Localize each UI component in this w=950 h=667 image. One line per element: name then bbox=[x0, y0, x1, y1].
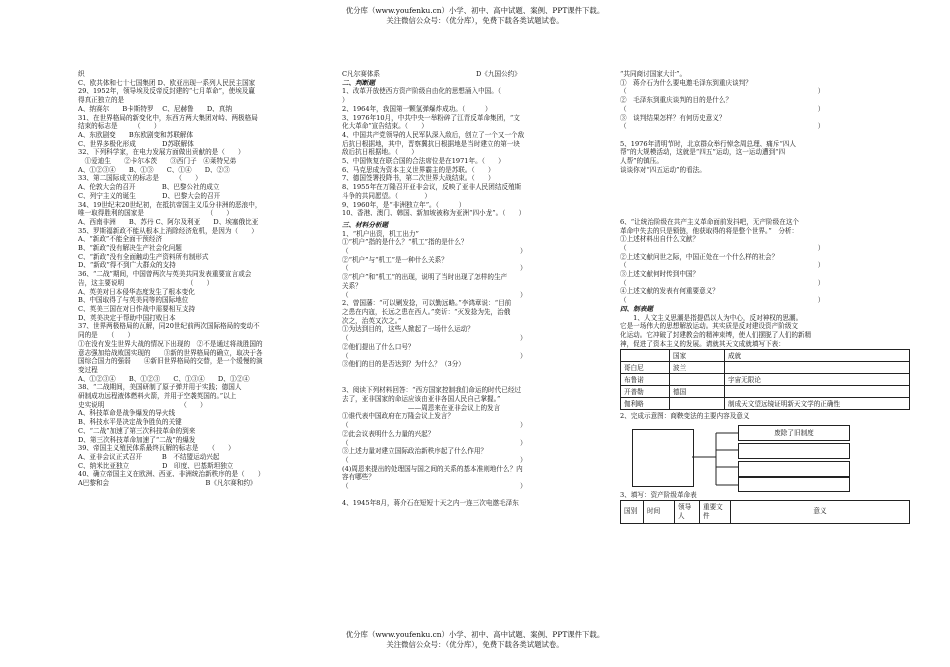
question-line: ② 毛泽东到重庆谈判的目的是什么？ bbox=[620, 96, 733, 105]
table-row: 布鲁诺 宇宙无限论 bbox=[621, 374, 910, 386]
material-line: （ ） bbox=[342, 247, 527, 256]
material-line: 之患在内寇，长远之患在西人。”奕䜣：“灭发捻为先，治俄 bbox=[342, 307, 511, 316]
column-2 bbox=[342, 70, 610, 508]
q40-options-cont bbox=[342, 70, 610, 79]
question-line: A、东欧剧变 B东欧剧变和苏联解体 bbox=[78, 130, 194, 139]
q40-options bbox=[78, 479, 333, 488]
question-line: 34、19世纪末20世纪初，在抵抗帝国主义瓜分非洲的恶浪中， bbox=[78, 200, 262, 209]
question-line: 39、帝国主义殖民体系最终瓦解的标志是 （ ） bbox=[78, 444, 235, 453]
q40-option-a: A巴黎和会 bbox=[78, 479, 110, 488]
question-line: C、欧共体和七十七国集团 D、欧亚出现一系列人民民主国家 bbox=[78, 78, 256, 87]
question-line bbox=[620, 200, 920, 209]
diagram-box-blank bbox=[738, 461, 850, 477]
header-line-1: 优分库（www.youfenku.cn）小学、初中、高中试题、案例、PPT课件下载。 bbox=[345, 6, 605, 15]
judge-line: 后抗日根据地，其中，晋察冀抗日根据地是当时建立的第一块 bbox=[342, 139, 521, 148]
question-line: A、科技革命是战争爆发的导火线 bbox=[78, 409, 176, 418]
question-line: B、科技水平是决定战争胜负的关键 bbox=[78, 418, 182, 427]
intro-line: 它是一场伟大的思想解放运动。其实质是反对建设资产阶级文 bbox=[620, 322, 799, 331]
judge-line: 敌后抗日根据地。（ ） bbox=[342, 148, 418, 157]
question-line bbox=[620, 174, 920, 183]
question-line: ①上述材料出自什么文献？ bbox=[620, 235, 700, 244]
astronomy-table bbox=[620, 349, 910, 410]
question-line: 33、第二国际成立的标志是 （ ） bbox=[78, 174, 202, 183]
question-line: ③上述文献何时传到中国？ bbox=[620, 270, 700, 279]
table-header-row: 国别 时间 领导人 重要文件 意义 bbox=[621, 500, 910, 523]
column-3 bbox=[620, 70, 920, 524]
judge-line: 1、改革开放使西方资产阶级自由化的思想涌入中国。（ bbox=[342, 87, 502, 96]
material-line bbox=[342, 369, 610, 378]
material-line: 4、1945年8月，蒋介石在短短十天之内一连三次电邀毛泽东 bbox=[342, 499, 519, 508]
judge-line: ） bbox=[342, 96, 349, 105]
question-line: ④上述文献的发表有何重要意义？ bbox=[620, 287, 719, 296]
material-line: （ ） bbox=[342, 351, 527, 360]
question-line: 帮”的大规模活动，这就是“四五”运动，这一运动遭到“四 bbox=[620, 148, 786, 157]
judge-line: 2、1964年，我国第一颗氢弹爆炸成功。（ ） bbox=[342, 104, 492, 113]
question-line: “共同商讨国家大计”。 bbox=[620, 70, 687, 78]
table-header-cell: 国家 bbox=[670, 350, 725, 362]
material-line: 3、阅读下列材料回答：“西方国家控制我们命运的时代已经过 bbox=[342, 386, 522, 395]
question-line: C、纳米比亚独立 D 印度、巴基斯坦独立 bbox=[78, 461, 234, 470]
question-line: 革命中失去的只是锁链，他获取得的将是整个世界。” 分析： bbox=[620, 226, 799, 235]
question-line: A、①②③④ B、①③ C、①④ D、②③ bbox=[78, 165, 230, 174]
judge-line: 7、德国签署投降书，第二次世界大战结束。（ ） bbox=[342, 174, 495, 183]
question-line: 得真正独立的是 bbox=[78, 96, 125, 105]
material-line: 2、曾国藩：“可以剿发捻，可以勤远略。”李鸿章说：“目前 bbox=[342, 299, 512, 308]
header-line-2: 关注微信公众号：（优分库），免费下载各类试题试卷。 bbox=[386, 15, 564, 25]
q40-option-c: C凡尔赛体系 bbox=[342, 70, 381, 78]
material-line: ②他们提出了什么口号？ bbox=[342, 342, 415, 351]
diagram-box-abolish: 废除了旧制度 bbox=[738, 425, 850, 441]
question-line: 史实说明 （ ） bbox=[78, 400, 207, 409]
question-line: C、英美三国在对日作战中需要相互支持 bbox=[78, 304, 196, 313]
question-line: 同的是 （ ） bbox=[78, 331, 135, 340]
question-line: B、中国取得了与英美同等的国际地位 bbox=[78, 296, 189, 305]
intro-line: 神，促进了资本主义的发展。请就其天文成就填写下表： bbox=[620, 339, 785, 348]
question-line: （ ） bbox=[620, 243, 825, 252]
judge-line: 9、1960年，是“非洲独立年”。（ ） bbox=[342, 200, 466, 209]
material-line: ③上述力量对建立国际政治新秩序起了什么作用？ bbox=[342, 447, 488, 456]
material-line: ①为达到目的，这些人掀起了一场什么运动？ bbox=[342, 325, 474, 334]
question-line: 5、1976年清明节时，北京群众举行悼念周总理、痛斥“四人 bbox=[620, 139, 797, 148]
material-line: ②此会议表明什么力量的兴起？ bbox=[342, 429, 435, 438]
question-line: 31、在世界格局的新变化中，东西方两大集团对峙、两极格局 bbox=[78, 113, 258, 122]
q40-option-d: D《九国公约》 bbox=[476, 70, 521, 78]
material-line: ①“机户”指的是什么？“机工”指的是什么？ bbox=[342, 238, 468, 247]
question-line: ③ 谈判结果怎样？有何历史意义？ bbox=[620, 113, 726, 122]
judge-line: 4、中国共产党领导的人民军队深入敌后，创立了一个又一个敌 bbox=[342, 130, 525, 139]
question-line: ①爱迪生 ②卡尔本茨 ③西门子 ④莱特兄弟 bbox=[78, 157, 237, 166]
diagram-box-blank bbox=[738, 477, 850, 492]
footer-line-1: 优分库（www.youfenku.cn）小学、初中、高中试题、案例、PPT课件下载。 bbox=[345, 630, 605, 639]
judge-line: 斗争的共同愿望。（ ） bbox=[342, 191, 432, 200]
judge-line: 10、香港、澳门、韩国、新加坡被称为亚洲“四小龙”。（ ） bbox=[342, 209, 526, 218]
material-line: （ ） bbox=[342, 438, 527, 447]
material-line: （ ） bbox=[342, 264, 527, 273]
revolution-table bbox=[620, 500, 910, 524]
q40-option-b: B《凡尔赛和约》 bbox=[205, 479, 257, 488]
question-line: ①在没有发生世界大战的情况下出现的 ②不是通过将战胜国的 bbox=[78, 339, 263, 348]
table2-title: 3、填写：资产阶级革命表 bbox=[620, 491, 697, 500]
material-line: (4)周恩来提出的处理国与国之间的关系的基本准则地什么？内 bbox=[342, 464, 523, 473]
section-judge-heading: 二、判断题 bbox=[342, 78, 375, 87]
intro-line: 化运动。它冲破了封建教会的精神束缚，使人们摆脱了人们的新精 bbox=[620, 331, 812, 339]
material-line: （ ） bbox=[342, 334, 527, 343]
question-line: 人帮”的镇压。 bbox=[620, 157, 663, 166]
question-line: ②上述文献问世之际，中国正处在一个什么样的社会？ bbox=[620, 252, 779, 261]
judge-line: 8、1955年在万隆召开亚非会议，反映了亚非人民团结反殖斯 bbox=[342, 183, 522, 192]
page-header bbox=[0, 6, 950, 26]
question-line bbox=[620, 209, 920, 218]
question-line: 40、确立帝国主义在欧洲、西亚、非洲统治新秩序的是（ ） bbox=[78, 470, 265, 479]
question-line: 6、“让统治阶级在共产主义革命面前发抖吧，无产阶级在这个 bbox=[620, 217, 800, 226]
question-line: （ ） bbox=[620, 87, 825, 96]
shang-yang-diagram bbox=[620, 423, 920, 491]
diagram-title: 2、完成示意图：商鞅变法的主要内容及意义 bbox=[620, 412, 750, 421]
question-line: A、①②③④ B、①②③ C、①③④ D、①②④ bbox=[78, 374, 250, 383]
question-line: （ ） bbox=[620, 296, 825, 305]
question-line: ① 蒋介石为什么要电邀毛泽东到重庆谈判？ bbox=[620, 78, 752, 87]
section-table-heading: 四、制表题 bbox=[620, 304, 653, 313]
material-line: （ ） bbox=[342, 482, 527, 491]
question-line: 谈谈你对“四五运动”的看法。 bbox=[620, 165, 706, 174]
question-line: D、英美决定于帮助中国打败日本 bbox=[78, 313, 176, 322]
judge-line: 化大革命”宣告结束。（ ） bbox=[342, 122, 428, 131]
question-line: 告，这主要说明 （ ） bbox=[78, 278, 214, 287]
question-line: （ ） bbox=[620, 104, 825, 113]
question-line: 国综合国力的强弱 ④新旧世界格局的交替，是一个缓慢的演 bbox=[78, 357, 263, 366]
material-line: （ ） bbox=[342, 455, 527, 464]
question-line: A、伦敦大会的召开 B、巴黎公社的成立 bbox=[78, 183, 220, 192]
material-line: （ ） bbox=[342, 290, 527, 299]
question-line: 37、世界两极格局的瓦解，同20世纪前两次国际格局的变动不 bbox=[78, 322, 260, 331]
material-line: ——周恩来在亚非会议上的发言 bbox=[342, 403, 501, 412]
question-line: C、世界多极化形成 D苏联解体 bbox=[78, 139, 194, 148]
page-footer bbox=[0, 630, 950, 650]
question-line: D、第三次科技革命加速了“二战”的爆发 bbox=[78, 435, 196, 444]
question-line: 36、“二战”期间，中国曾两次与英美共同发表重要宣言或会 bbox=[78, 270, 252, 279]
material-line: 次之，治英又次之。” bbox=[342, 316, 402, 325]
table-row: 伽利略 制成天文望远镜证明新天文学的正确性 bbox=[621, 398, 910, 410]
judge-line: 3、1976年10月，中共中央一举粉碎了江青反革命集团，“文 bbox=[342, 113, 520, 122]
question-line: 结束的标志是 （ ） bbox=[78, 122, 161, 131]
table-row: 开普勒 德国 bbox=[621, 386, 910, 398]
question-line: 织 bbox=[78, 70, 85, 78]
material-line: 去了，亚非国家的命运应该由亚非各国人民自己掌握。” bbox=[342, 394, 501, 403]
question-line: A、纳赛尔 B卡斯特罗 C、尼赫鲁 D、真纳 bbox=[78, 104, 232, 113]
question-line: C、列宁主义的诞生 D、巴黎大会的召开 bbox=[78, 191, 221, 200]
section-material-heading: 三、材料分析题 bbox=[342, 220, 389, 229]
material-line: （ ） bbox=[342, 421, 527, 430]
material-line bbox=[342, 378, 610, 387]
table-row: 哥白尼 波兰 bbox=[621, 362, 910, 374]
question-line: （ ） bbox=[620, 122, 825, 131]
question-line: 研制成功远程液体燃料火箭，并用于空袭英国的。”以上 bbox=[78, 392, 237, 401]
question-line: 意志强加给战败国实现的 ③新的世界格局的确立，取决于各 bbox=[78, 348, 263, 357]
question-line: A、亚非会议正式召开 B 不结盟运动兴起 bbox=[78, 452, 220, 461]
material-line bbox=[342, 491, 610, 500]
question-line: 38、“二战期间，美国研制了原子弹并用于实践；德国人 bbox=[78, 383, 242, 392]
judge-line: 5、中国恢复在联合国的合法席位是在1971年。（ ） bbox=[342, 157, 505, 166]
material-line: ②“机户”与“机工”是一种什么关系？ bbox=[342, 255, 448, 264]
question-line: 变过程 bbox=[78, 365, 98, 374]
material-line: ③他们的目的是否达到？为什么？（3分） bbox=[342, 360, 465, 369]
question-line bbox=[620, 131, 920, 140]
question-line: B、“新政”没有解决生产社会化问题 bbox=[78, 244, 182, 253]
question-line: （ ） bbox=[620, 278, 825, 287]
question-line: C、“二战”加速了第三次科技革命的到来 bbox=[78, 426, 196, 435]
question-line: C、“新政”没有全面触动生产资料所有制形式 bbox=[78, 252, 209, 261]
question-line bbox=[620, 192, 920, 201]
question-line: D、“新政”得不到广大群众的支持 bbox=[78, 261, 176, 270]
diagram-box-blank bbox=[738, 443, 850, 459]
material-line: 1、“机户出资，机工出力” bbox=[342, 229, 419, 238]
question-line: 35、罗斯福新政不能从根本上消除经济危机，是因为（ ） bbox=[78, 226, 258, 235]
table-header-cell: 成就 bbox=[725, 350, 910, 362]
question-line: （ ） bbox=[620, 261, 825, 270]
question-line: 29、1952年，领导埃及反帝反封建的“七月革命”，使埃及赢 bbox=[78, 87, 255, 96]
footer-line-2: 关注微信公众号：（优分库），免费下载各类试题试卷。 bbox=[386, 639, 564, 649]
question-line: A、“新政”不能全面干预经济 bbox=[78, 235, 163, 244]
column-1 bbox=[78, 70, 333, 488]
material-line: 容有哪些？ bbox=[342, 473, 375, 482]
question-line: A、英美对日本侵华态度发生了根本变化 bbox=[78, 287, 195, 296]
question-line bbox=[620, 183, 920, 192]
question-line: A、西南非洲 B、苏丹 C、阿尔及利亚 D、埃塞俄比亚 bbox=[78, 217, 259, 226]
question-line: 32、下列科学家，在电力发展方面做出贡献的是（ ） bbox=[78, 148, 245, 157]
material-line: ①谁代表中国政府在万隆会议上发言？ bbox=[342, 412, 455, 421]
table-header-row bbox=[621, 350, 910, 362]
judge-line: 6、马克思成为资本主义世界霸主的是苏联。（ ） bbox=[342, 165, 495, 174]
intro-line: 1、人文主义思潮是指提倡以人为中心，反对神权的思潮。 bbox=[620, 313, 803, 322]
question-line: 唯一取得胜利的国家是 （ ） bbox=[78, 209, 233, 218]
material-line: 关系？ bbox=[342, 281, 362, 290]
material-line: ③“机户”和“机工”的出现，说明了当时出现了怎样的生产 bbox=[342, 273, 508, 282]
